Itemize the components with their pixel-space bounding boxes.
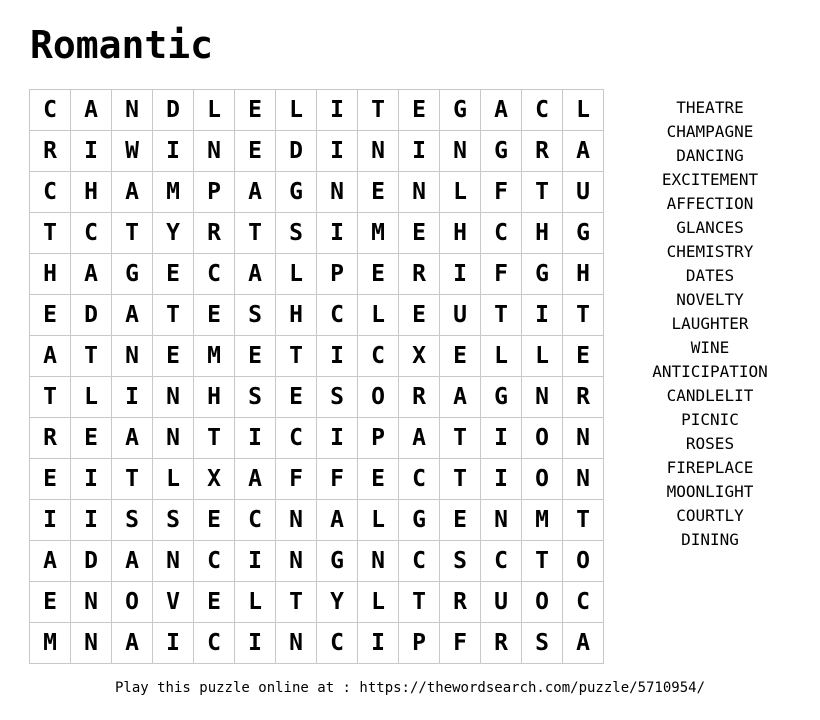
grid-cell: G: [522, 254, 563, 295]
grid-cell: I: [235, 623, 276, 664]
grid-cell: R: [399, 377, 440, 418]
word-list-item: COURTLY: [676, 506, 744, 525]
grid-cell: I: [317, 213, 358, 254]
grid-cell: I: [440, 254, 481, 295]
grid-row: [30, 418, 604, 459]
grid-cell: H: [276, 295, 317, 336]
grid-cell: D: [276, 131, 317, 172]
grid-cell: S: [276, 213, 317, 254]
word-list-item: MOONLIGHT: [666, 482, 754, 501]
grid-cell: R: [30, 418, 71, 459]
grid-row: [30, 500, 604, 541]
grid-cell: I: [71, 459, 112, 500]
grid-cell: N: [276, 541, 317, 582]
grid-cell: H: [30, 254, 71, 295]
grid-cell: T: [30, 213, 71, 254]
grid-cell: N: [440, 131, 481, 172]
grid-cell: L: [153, 459, 194, 500]
grid-cell: H: [194, 377, 235, 418]
grid-cell: R: [522, 131, 563, 172]
grid-cell: A: [112, 295, 153, 336]
grid-cell: L: [194, 90, 235, 131]
grid-cell: M: [194, 336, 235, 377]
grid-cell: M: [30, 623, 71, 664]
grid-cell: F: [481, 254, 522, 295]
grid-cell: C: [276, 418, 317, 459]
grid-cell: I: [112, 377, 153, 418]
letter-grid-body: [30, 90, 604, 664]
grid-cell: C: [358, 336, 399, 377]
grid-cell: E: [399, 213, 440, 254]
grid-cell: G: [276, 172, 317, 213]
grid-cell: A: [112, 172, 153, 213]
grid-cell: L: [481, 336, 522, 377]
grid-cell: A: [112, 418, 153, 459]
grid-cell: E: [153, 254, 194, 295]
grid-cell: C: [30, 90, 71, 131]
grid-cell: L: [276, 90, 317, 131]
grid-cell: N: [481, 500, 522, 541]
grid-cell: C: [399, 459, 440, 500]
grid-cell: H: [563, 254, 604, 295]
grid-cell: I: [481, 459, 522, 500]
grid-cell: S: [522, 623, 563, 664]
grid-cell: A: [112, 623, 153, 664]
grid-cell: A: [563, 131, 604, 172]
word-list-item: DINING: [681, 530, 739, 549]
grid-cell: N: [563, 459, 604, 500]
grid-cell: N: [358, 541, 399, 582]
grid-cell: X: [194, 459, 235, 500]
word-list-item: DANCING: [676, 146, 744, 165]
grid-cell: T: [481, 295, 522, 336]
grid-cell: I: [399, 131, 440, 172]
puzzle-title: Romantic: [30, 23, 214, 67]
grid-cell: N: [112, 336, 153, 377]
grid-cell: V: [153, 582, 194, 623]
grid-cell: C: [399, 541, 440, 582]
grid-cell: N: [358, 131, 399, 172]
grid-cell: E: [235, 336, 276, 377]
grid-cell: I: [30, 500, 71, 541]
grid-cell: A: [71, 90, 112, 131]
grid-row: [30, 295, 604, 336]
grid-cell: R: [30, 131, 71, 172]
grid-cell: I: [317, 418, 358, 459]
grid-cell: G: [317, 541, 358, 582]
grid-cell: P: [358, 418, 399, 459]
grid-cell: N: [153, 377, 194, 418]
grid-cell: A: [30, 336, 71, 377]
grid-cell: T: [112, 459, 153, 500]
grid-cell: L: [358, 582, 399, 623]
grid-cell: F: [276, 459, 317, 500]
grid-cell: D: [71, 541, 112, 582]
grid-cell: E: [30, 459, 71, 500]
grid-cell: G: [563, 213, 604, 254]
grid-row: [30, 254, 604, 295]
grid-cell: T: [399, 582, 440, 623]
grid-cell: M: [522, 500, 563, 541]
grid-cell: A: [235, 254, 276, 295]
grid-cell: N: [399, 172, 440, 213]
grid-cell: E: [563, 336, 604, 377]
grid-cell: O: [563, 541, 604, 582]
word-list-item: WINE: [690, 338, 730, 357]
word-list-item: PICNIC: [681, 410, 739, 429]
word-list-item: CHAMPAGNE: [666, 122, 754, 141]
word-list-item: GLANCES: [676, 218, 744, 237]
grid-cell: O: [522, 459, 563, 500]
grid-cell: I: [317, 131, 358, 172]
grid-cell: A: [30, 541, 71, 582]
grid-cell: L: [440, 172, 481, 213]
grid-cell: A: [317, 500, 358, 541]
grid-cell: S: [235, 295, 276, 336]
grid-cell: L: [276, 254, 317, 295]
grid-cell: T: [276, 582, 317, 623]
grid-cell: E: [358, 254, 399, 295]
grid-cell: N: [153, 541, 194, 582]
grid-cell: Y: [317, 582, 358, 623]
word-list-item: NOVELTY: [676, 290, 744, 309]
grid-cell: T: [235, 213, 276, 254]
grid-cell: I: [235, 418, 276, 459]
grid-cell: L: [358, 295, 399, 336]
grid-cell: H: [522, 213, 563, 254]
grid-cell: C: [317, 623, 358, 664]
grid-cell: X: [399, 336, 440, 377]
grid-row: [30, 213, 604, 254]
grid-cell: T: [112, 213, 153, 254]
grid-cell: I: [153, 131, 194, 172]
word-list-item: CANDLELIT: [666, 386, 754, 405]
grid-cell: C: [235, 500, 276, 541]
grid-cell: C: [30, 172, 71, 213]
grid-cell: C: [563, 582, 604, 623]
grid-cell: C: [317, 295, 358, 336]
grid-cell: T: [71, 336, 112, 377]
grid-cell: E: [276, 377, 317, 418]
grid-cell: U: [440, 295, 481, 336]
grid-cell: T: [153, 295, 194, 336]
grid-cell: E: [194, 500, 235, 541]
grid-cell: C: [481, 541, 522, 582]
grid-cell: R: [399, 254, 440, 295]
grid-cell: T: [563, 295, 604, 336]
grid-cell: T: [522, 541, 563, 582]
grid-cell: N: [563, 418, 604, 459]
word-list-item: DATES: [685, 266, 735, 285]
grid-cell: T: [522, 172, 563, 213]
grid-cell: I: [235, 541, 276, 582]
grid-cell: I: [358, 623, 399, 664]
grid-cell: L: [358, 500, 399, 541]
grid-cell: S: [235, 377, 276, 418]
word-list-item: AFFECTION: [666, 194, 754, 213]
grid-cell: F: [481, 172, 522, 213]
grid-cell: N: [112, 90, 153, 131]
word-list-item: ROSES: [685, 434, 735, 453]
grid-cell: C: [194, 623, 235, 664]
grid-cell: A: [235, 459, 276, 500]
grid-cell: T: [194, 418, 235, 459]
grid-row: [30, 377, 604, 418]
grid-row: [30, 541, 604, 582]
grid-cell: E: [358, 459, 399, 500]
grid-cell: R: [194, 213, 235, 254]
grid-cell: F: [440, 623, 481, 664]
grid-row: [30, 623, 604, 664]
grid-cell: T: [440, 418, 481, 459]
grid-cell: D: [71, 295, 112, 336]
grid-cell: A: [399, 418, 440, 459]
word-list-item: EXCITEMENT: [661, 170, 759, 189]
grid-cell: N: [194, 131, 235, 172]
grid-row: [30, 336, 604, 377]
grid-cell: H: [71, 172, 112, 213]
grid-cell: G: [399, 500, 440, 541]
grid-cell: E: [30, 295, 71, 336]
grid-cell: D: [153, 90, 194, 131]
grid-cell: H: [440, 213, 481, 254]
word-list: [640, 96, 780, 552]
grid-cell: N: [317, 172, 358, 213]
grid-cell: I: [522, 295, 563, 336]
grid-cell: E: [30, 582, 71, 623]
grid-cell: S: [112, 500, 153, 541]
grid-cell: N: [153, 418, 194, 459]
grid-cell: E: [194, 295, 235, 336]
grid-cell: E: [235, 131, 276, 172]
grid-cell: P: [317, 254, 358, 295]
grid-cell: C: [194, 541, 235, 582]
grid-cell: A: [563, 623, 604, 664]
grid-cell: R: [481, 623, 522, 664]
grid-cell: N: [71, 623, 112, 664]
grid-cell: C: [71, 213, 112, 254]
grid-cell: A: [71, 254, 112, 295]
word-list-item: LAUGHTER: [671, 314, 749, 333]
grid-cell: E: [399, 90, 440, 131]
grid-cell: U: [563, 172, 604, 213]
grid-cell: O: [522, 582, 563, 623]
grid-cell: G: [481, 377, 522, 418]
grid-cell: N: [276, 623, 317, 664]
grid-cell: T: [563, 500, 604, 541]
grid-cell: C: [194, 254, 235, 295]
grid-cell: W: [112, 131, 153, 172]
grid-cell: I: [317, 336, 358, 377]
grid-cell: O: [112, 582, 153, 623]
word-list-item: CHEMISTRY: [666, 242, 754, 261]
grid-cell: L: [235, 582, 276, 623]
grid-cell: A: [112, 541, 153, 582]
grid-cell: A: [235, 172, 276, 213]
grid-cell: E: [194, 582, 235, 623]
grid-row: [30, 459, 604, 500]
grid-cell: E: [235, 90, 276, 131]
grid-cell: P: [399, 623, 440, 664]
grid-cell: R: [563, 377, 604, 418]
grid-cell: E: [440, 336, 481, 377]
grid-cell: R: [440, 582, 481, 623]
grid-cell: U: [481, 582, 522, 623]
grid-cell: M: [358, 213, 399, 254]
letter-grid: [29, 89, 604, 664]
grid-cell: Y: [153, 213, 194, 254]
word-list-item: ANTICIPATION: [652, 362, 768, 381]
grid-cell: I: [317, 90, 358, 131]
grid-cell: O: [522, 418, 563, 459]
grid-cell: G: [112, 254, 153, 295]
grid-cell: N: [71, 582, 112, 623]
grid-cell: E: [399, 295, 440, 336]
grid-cell: L: [522, 336, 563, 377]
grid-row: [30, 90, 604, 131]
grid-cell: T: [358, 90, 399, 131]
grid-cell: E: [71, 418, 112, 459]
grid-cell: I: [71, 500, 112, 541]
grid-cell: O: [358, 377, 399, 418]
grid-cell: N: [522, 377, 563, 418]
grid-cell: P: [194, 172, 235, 213]
grid-cell: I: [71, 131, 112, 172]
grid-cell: I: [153, 623, 194, 664]
grid-cell: E: [440, 500, 481, 541]
grid-cell: E: [358, 172, 399, 213]
grid-cell: N: [276, 500, 317, 541]
grid-row: [30, 582, 604, 623]
grid-cell: S: [440, 541, 481, 582]
grid-cell: L: [71, 377, 112, 418]
grid-cell: L: [563, 90, 604, 131]
grid-cell: S: [153, 500, 194, 541]
grid-cell: C: [481, 213, 522, 254]
grid-row: [30, 172, 604, 213]
word-list-item: FIREPLACE: [666, 458, 754, 477]
grid-cell: G: [481, 131, 522, 172]
grid-cell: T: [440, 459, 481, 500]
grid-cell: I: [481, 418, 522, 459]
grid-cell: S: [317, 377, 358, 418]
grid-cell: E: [153, 336, 194, 377]
grid-cell: G: [440, 90, 481, 131]
grid-cell: M: [153, 172, 194, 213]
grid-cell: F: [317, 459, 358, 500]
grid-cell: T: [276, 336, 317, 377]
grid-cell: A: [481, 90, 522, 131]
footer-link-text: Play this puzzle online at : https://thewordsearch.com/puzzle/5710954/: [114, 680, 705, 696]
grid-cell: C: [522, 90, 563, 131]
grid-row: [30, 131, 604, 172]
grid-cell: T: [30, 377, 71, 418]
grid-cell: A: [440, 377, 481, 418]
word-list-item: THEATRE: [676, 98, 744, 117]
